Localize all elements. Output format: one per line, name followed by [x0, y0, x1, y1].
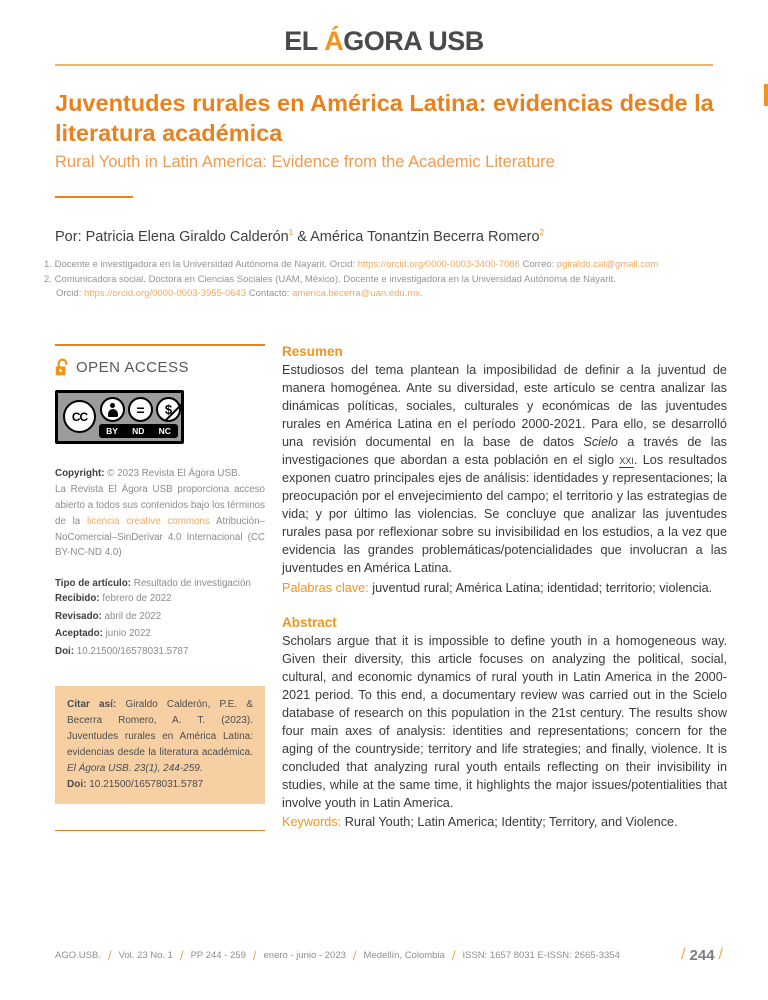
footer-volume: Vol. 23 No. 1	[118, 949, 173, 961]
cc-nc-dollar-icon: $	[156, 397, 181, 422]
footer-separator: /	[107, 947, 112, 963]
authors-joiner: &	[293, 228, 311, 245]
copyright-value: © 2023 Revista El Ágora USB.	[104, 468, 241, 480]
footnote-2-orcid-label: Orcid:	[56, 288, 84, 300]
keywords-label: Keywords:	[282, 814, 342, 829]
cc-nd-equals-icon: =	[128, 397, 153, 422]
authors-prefix: Por:	[55, 228, 86, 245]
author-1-footnote-ref: 1	[288, 228, 294, 238]
logo-prefix: EL	[284, 26, 325, 56]
article-title-spanish: Juventudes rurales en América Latina: evidencias desde la literatura académica	[55, 90, 714, 147]
page-number: 244	[689, 946, 715, 964]
page-footer	[55, 946, 727, 964]
resumen-paragraph: Estudiosos del tema plantean la imposibilidad de definir a la juventud de manera homogénea. Ante su diversidad, este artículo se centra analizar las dinámicas políticas, sociales, culturales y económicas de las juventudes rurales en América Latina en el período 2000-2021. Para ello, se desarrolló una revisión documental en la base de datos Scielo a través de las investigaciones que abordan a esta población en el siglo xxi. Los resultados exponen cuatro principales ejes de análisis: identidades y representaciones; la preocupación por el envejecimiento del campo; el territorio y las estrategias de vida; y por último las violencias. Se concluye que analizar las juventudes rurales pasa por reflexionar sobre su invisibilidad en los estudios, a la vez que evidencia las grandes problemáticas/potencialidades que involucran a las juventudes en América Latina.	[282, 363, 727, 576]
palabras-clave-line	[282, 579, 727, 597]
footer-separator: /	[179, 947, 184, 963]
meta-revised: Revisado: abril de 2022	[55, 610, 162, 622]
cc-license-badge[interactable]	[55, 390, 184, 444]
footnote-2-line-2	[44, 287, 728, 302]
creative-commons-license-link[interactable]: licencia creative commons	[86, 515, 210, 527]
cc-icon: CC	[63, 400, 96, 433]
cc-nd-label: ND	[132, 426, 145, 437]
copyright-body-1: La Revista El Ágora USB proporciona acceso abierto a todos sus contenidos bajo los términos de la	[55, 484, 265, 527]
cc-badge-labels	[99, 424, 178, 438]
author-footnotes	[44, 258, 728, 302]
resumen-heading: Resumen	[282, 344, 343, 360]
scielo-italic: Scielo	[583, 435, 618, 450]
email-link-author-2[interactable]: america.becerra@uan.edu.mx.	[292, 288, 423, 300]
palabras-clave-values: juventud rural; América Latina; identidad; territorio; violencia.	[368, 580, 713, 595]
abstracts-column	[282, 344, 727, 831]
footnote-1	[44, 258, 728, 273]
footer-separator: /	[352, 947, 357, 963]
footer-city: Medellín, Colombia	[363, 949, 445, 961]
meta-received: Recibido: febrero de 2022	[55, 592, 172, 604]
footer-period: enero - junio - 2023	[263, 949, 346, 961]
footer-pages: PP 244 - 259	[190, 949, 246, 961]
copyright-body-2: Atribución–NoComercial–SinDerivar 4.0 Internacional (CC BY-NC-ND 4.0)	[55, 515, 265, 559]
open-access-badge	[55, 358, 265, 377]
email-link-author-1[interactable]: pgiraldo.cal@gmail.com	[556, 258, 659, 270]
footnote-2-text: Comunicadora social. Doctora en Ciencias Sociales (UAM, México). Docente e investigadora en la Universidad Autónoma de Nayarit.	[51, 273, 616, 285]
keywords-values: Rural Youth; Latin America; Identity; Territory, and Violence.	[341, 814, 678, 829]
footer-separator: /	[451, 947, 456, 963]
orcid-link-author-1[interactable]: https://orcid.org/0000-0003-3400-7086	[357, 258, 520, 270]
cite-doi-label: Doi:	[67, 778, 87, 790]
footnote-1-correo-label: Correo:	[519, 258, 557, 270]
logo-accent-letter: Á	[324, 26, 344, 56]
siglo-xxi: xxi	[619, 453, 634, 468]
open-access-label: OPEN ACCESS	[76, 359, 190, 377]
footnote-1-number: 1.	[44, 258, 52, 270]
footnote-2-contact-label: Contacto:	[246, 288, 293, 300]
article-metadata	[55, 577, 265, 659]
sidebar-top-divider	[55, 344, 265, 346]
footnote-2-number: 2.	[44, 273, 52, 285]
author-2: América Tonantzin Becerra Romero	[310, 228, 540, 245]
keywords-line	[282, 813, 727, 831]
page-edge-accent	[764, 84, 768, 106]
copyright-block	[55, 466, 265, 561]
palabras-clave-label: Palabras clave:	[282, 580, 369, 595]
authors-line	[55, 228, 723, 245]
cc-nc-label: NC	[158, 426, 171, 437]
sidebar-bottom-divider	[55, 830, 265, 832]
page-number-slash: /	[681, 946, 686, 963]
meta-accepted: Aceptado: junio 2022	[55, 628, 151, 640]
author-2-footnote-ref: 2	[539, 228, 544, 238]
header-divider	[55, 64, 713, 66]
cc-by-person-icon	[100, 397, 125, 422]
meta-doi: Doi: 10.21500/16578031.5787	[55, 646, 189, 658]
author-1: Patricia Elena Giraldo Calderón	[85, 228, 289, 245]
journal-logo	[0, 0, 768, 57]
cite-doi-value: 10.21500/16578031.5787	[86, 778, 204, 790]
page-number-slash: /	[718, 946, 723, 963]
left-sidebar	[55, 344, 265, 831]
footnote-2	[44, 273, 728, 288]
logo-suffix: GORA USB	[343, 26, 484, 56]
abstract-heading: Abstract	[282, 614, 337, 630]
footer-issn: ISSN: 1657 8031 E-ISSN: 2665-3354	[462, 949, 620, 961]
footnote-1-text: Docente e investigadora en la Universidad Autónoma de Nayarit. Orcid:	[51, 258, 358, 270]
copyright-label: Copyright:	[55, 468, 105, 480]
footer-journal-abbrev: AGO.USB.	[55, 949, 101, 961]
open-lock-icon	[55, 358, 70, 377]
cite-text: Giraldo Calderón, P.E. & Becerra Romero, A. T. (2023). Juventudes rurales en América Latina: evidencias desde la literatura académica.	[67, 698, 253, 758]
cite-label: Citar así:	[67, 698, 117, 710]
cite-journal-ref: El Ágora USB. 23(1), 244-259.	[67, 762, 203, 774]
cc-by-label: BY	[106, 426, 118, 437]
abstract-paragraph: Scholars argue that it is impossible to define youth in a homogeneous way. Given their diversity, this article focuses on analyzing the political, social, cultural, and economic dynamics of rural youth in Latin America in the 2000-2021 period. To this end, a documentary review was carried out in the Scielo database of research on this population in the 21st century. The results show four main axes of analysis: identities and representations; concern for the aging of the countryside; territory and life strategies; and finally, violence. It is concluded that analyzing rural youth entails reflecting on their invisibility in studies, while at the same time, it highlights the major issues/potentialities that involve youth in Latin America.	[282, 633, 727, 810]
meta-article-type: Tipo de artículo: Resultado de investigación	[55, 578, 251, 590]
citation-box	[55, 686, 265, 804]
footer-separator: /	[252, 947, 257, 963]
main-columns	[55, 344, 727, 831]
orcid-link-author-2[interactable]: https://orcid.org/0000-0003-3955-0643	[83, 288, 247, 300]
article-title-english: Rural Youth in Latin America: Evidence from the Academic Literature	[55, 153, 555, 172]
title-dash-divider	[55, 196, 133, 198]
